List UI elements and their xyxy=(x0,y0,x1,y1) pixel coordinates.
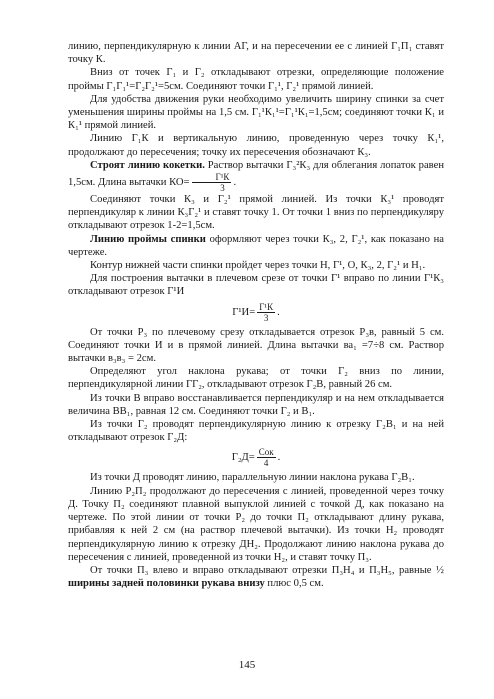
fraction-denominator: 4 xyxy=(263,458,269,469)
paragraph-8: Контур нижней части спинки пройдет через точки Н, Г¹, О, К₃, 2, Г₂¹ и Н₁. xyxy=(90,260,426,272)
paragraph-3: Для удобства движения руки необходимо увеличить ширину спинки за счет уменьшения ширины проймы на 1,5 см. Г₁¹К₁¹=Г₁¹К₁=1,5см; соединяют точки К₁ и К₁¹ прямой линией. xyxy=(68,93,444,132)
paragraph-14: Из точки Д проводят линию, параллельную линии наклона рукава Г₂В₁. xyxy=(90,472,415,484)
formula-1 xyxy=(68,302,444,323)
paragraph-5-text: Раствор вытачки Г₃²К₃ для облегания лопаток равен 1,5см. Длина вытачки КО= xyxy=(68,159,444,188)
paragraph-6: Соединяют точки К₃ и Г₂¹ прямой линией. Из точки К₃¹ проводят перпендикуляр к линии К₃Г₂¹ и ставят точку 1. От точки 1 вниз по перпендикуляру откладывают отрезок 1-2=1,5см. xyxy=(68,194,444,232)
fraction-numerator: Г¹К xyxy=(192,172,232,183)
fraction-numerator: Сок xyxy=(258,447,274,458)
paragraph-9: Для построения вытачки в плечевом срезе от точки Г¹ вправо по линии Г¹К₃ откладывают отрезок Г¹И xyxy=(68,273,444,298)
paragraph-5 xyxy=(68,159,444,193)
paragraph-7 xyxy=(68,233,444,259)
paragraph-16-end: плюс 0,5 см. xyxy=(264,578,324,590)
armhole-line-heading: Линию проймы спинки xyxy=(90,233,206,245)
paragraph-10: От точки Р₃ по плечевому срезу откладывается отрезок Р₃в, равный 5 см. Соединяют точки И и в прямой линией. Длина вытачки ва₁ =7÷8 см. Раствор вытачки в₃в₃ = 2см. xyxy=(68,326,444,365)
formula-1-end: . xyxy=(277,306,280,318)
paragraph-4: Линию Г₁К и вертикальную линию, проведенную через точку К₁¹, продолжают до пересечения; точку их пересечения обозначают К₃. xyxy=(68,133,444,158)
paragraph-11: Определяют угол наклона рукава; от точки Г₂ вниз по линии, перпендикулярной линии ГГ₂, откладывают отрезок Г₂В, равный 26 см. xyxy=(68,366,444,391)
fraction-denominator: 3 xyxy=(263,312,269,323)
paragraph-16-text: От точки П₃ влево и вправо откладывают отрезки П₃Н₄ и П₃Н₅, равные ½ xyxy=(90,564,444,576)
formula-1-fraction xyxy=(257,302,275,323)
fraction-numerator: Г¹К xyxy=(259,301,274,312)
paragraph-16-bold: ширины задней половинки рукава внизу xyxy=(68,578,265,590)
paragraph-1: линию, перпендикулярную к линии АГ, и на пересечении ее с линией Г₁П₁ ставят точку К. xyxy=(68,41,444,66)
formula-2-fraction xyxy=(257,447,276,468)
formula-2 xyxy=(68,447,444,468)
paragraph-13: Из точки Г₂ проводят перпендикулярную линию к отрезку Г₂В₁ и на ней откладывают отрезок Г₂Д: xyxy=(68,419,444,444)
paragraph-2: Вниз от точек Г₁ и Г₂ откладывают отрезки, определяющие положение проймы Г₁Г₁¹=Г₂Г₂¹=5см. Соединяют точки Г₁¹, Г₂¹ прямой линией. xyxy=(68,67,444,92)
formula-1-lhs: Г¹И= xyxy=(232,306,256,318)
paragraph-5-end: . xyxy=(233,176,237,188)
formula-2-end: . xyxy=(277,452,281,464)
yoke-line-heading: Строят линию кокетки. xyxy=(90,159,205,171)
dart-length-fraction xyxy=(192,172,232,193)
paragraph-7-text: оформляют через точки К₃, 2, Г₂¹, как показано на чертеже. xyxy=(68,233,444,258)
fraction-denominator: 3 xyxy=(220,183,225,194)
page-number: 145 xyxy=(238,659,256,671)
formula-2-lhs: Г₂Д= xyxy=(231,452,255,464)
paragraph-16 xyxy=(68,564,444,590)
paragraph-12: Из точки В вправо восстанавливается перпендикуляр и на нем откладывается величина ВВ₁, равная 12 см. Соединяют точки Г₂ и В₁. xyxy=(68,392,444,417)
paragraph-15: Линию Р₂П₂ продолжают до пересечения с линией, проведенной через точку Д. Точку П₂ соединяют плавной выпуклой линией с точкой Д, как показано на чертеже. По этой линии от точки Р₂ до точки П₂ откладывают длину рукава, прибавляя к ней 2 см (на раствор плечевой вытачки). Из точки Н₂ проводят перпендикулярную линию к отрезку ДН₂. Продолжают линию наклона рукава до пересечения с линией, проведенной из точки Н₂, и ставят точку П₃. xyxy=(68,485,444,563)
